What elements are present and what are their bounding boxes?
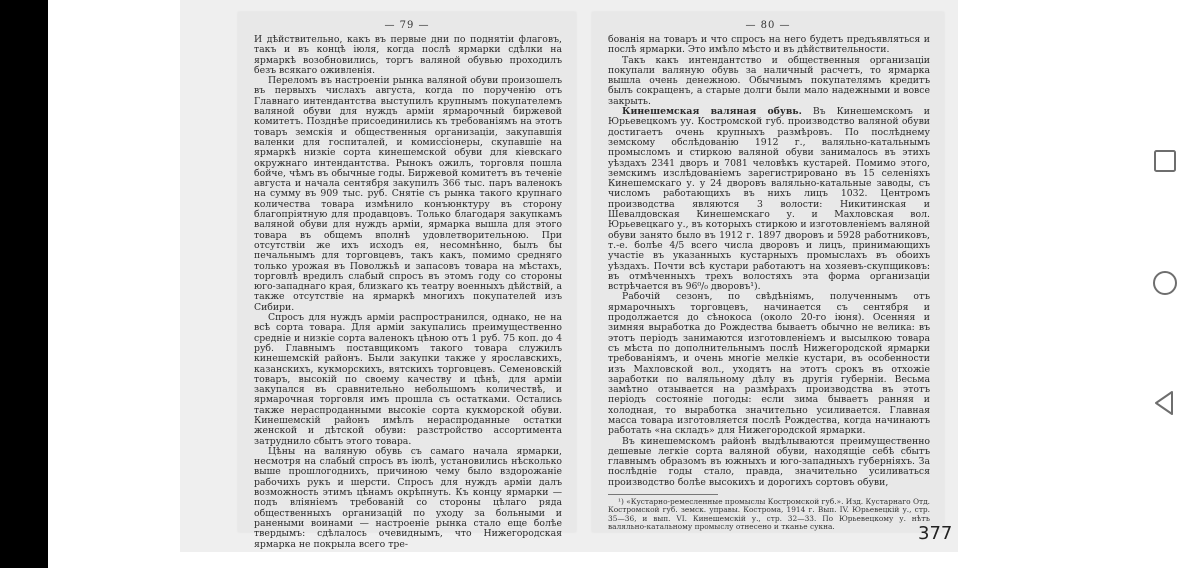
page-number: — 80 —	[745, 20, 791, 31]
section-heading: Кинешемская валяная обувь.	[622, 106, 802, 118]
paragraph: Рабочій сезонъ, по свѣдѣніямъ, полученнымъ отъ ярмарочныхъ торговцевъ, начинается съ сентября и продолжается до сѣнокоса (около 20-го іюня). Осенняя и зимняя выработка до Рождества бываетъ обычно не велика: въ этотъ періодъ занимаются изготовленіемъ и высылкою товара съ мѣста по дополнительнымъ послѣ Нижегородской ярмарки требованіямъ, и очень многіе мелкіе кустари, въ особенности изъ Махловской вол., уходятъ на этотъ срокъ въ отхожіе заработки по валяльному дѣлу въ другія губерніи. Весьма замѣтно отзывается на размѣрахъ производства въ этотъ періодъ состояніе погоды: если зима бываетъ ранняя и холодная, то выработка значительно усиливается. Главная масса товара изготовляется послѣ Рождества, когда начинаютъ работать «на складъ» для Нижегородской ярмарки.	[608, 291, 930, 437]
paragraph: Въ кинешемскомъ районѣ выдѣлываются преимущественно дешевые легкіе сорта валяной обуви, находящіе себѣ сбытъ главнымъ образомъ въ южныхъ и юго-западныхъ губерніяхъ. За послѣдніе годы стало, правда, значительно усиливаться производство болѣе высокихъ и дорогихъ сортовъ обуви,	[608, 435, 930, 488]
page-number: — 79 —	[384, 20, 430, 31]
paragraph: Цѣны на валяную обувь съ самаго начала ярмарки, несмотря на слабый спросъ въ іюлѣ, установились нѣсколько выше прошлогоднихъ, причиною чему было вздорожаніе рабочихъ рукъ и шерсти. Спросъ для нуждъ арміи далъ возможность этимъ цѣнамъ окрѣпнуть. Къ концу ярмарки — подъ вліяніемъ требованій со стороны цѣлаго ряда общественныхъ организацій по уходу за больными и ранеными воинами — настроеніе рынка стало еще болѣе твердымъ: сдѣлалось очевиднымъ, что Нижегородская ярмарка не покрыла всего тре-	[254, 445, 562, 550]
android-navigation-bar	[1130, 0, 1200, 568]
page-counter: 377	[918, 523, 953, 544]
footnote-divider	[608, 494, 718, 495]
circle-icon	[1150, 268, 1180, 298]
page-body	[592, 35, 944, 531]
left-page	[238, 12, 576, 550]
back-triangle-icon	[1150, 388, 1180, 418]
home-button[interactable]	[1150, 268, 1180, 298]
footnote: ¹) «Кустарно-ремесленные промыслы Костромской губ.». Изд. Кустарнаго Отд. Костромской губ. земск. управы. Кострома, 1914 г. Вып. IV. Юрьевецкій у., стр. 35—36, и вып. VI. Кинешемскій у., стр. 32—33. По Юрьевецкому у. нѣтъ валяльно-катальному промыслу отнесено и тканье сукна.	[608, 497, 930, 531]
paragraph	[608, 107, 930, 292]
device-bezel	[0, 0, 48, 568]
paragraph-text: Въ Кинешемскомъ и Юрьевецкомъ уу. Костромской губ. производство валяной обуви достигаетъ очень крупныхъ размѣровъ. По послѣднему земскому обслѣдованію 1912 г., валяльно-катальнымъ промысломъ и стиркою валяной обуви занималось въ этихъ уѣздахъ 2341 дворъ и 7081 человѣкъ кустарей. Помимо этого, земскимъ изслѣдованіемъ зарегистрировано въ 15 селеніяхъ Кинешемскаго у. у 24 дворовъ валяльно-катальные заводы, съ числомъ работающихъ въ нихъ лицъ 1032. Центромъ производства являются 3 волости: Никитинская и Шевалдовская Кинешемскаго у. и Махловская вол. Юрьевецкаго у., въ которыхъ стиркою и изготовленіемъ валяной обуви занято было въ 1912 г. 1897 дворовъ и 5928 работниковъ, т.-е. болѣе 4/5 всего числа дворовъ и лицъ, принимающихъ участіе въ указанныхъ кустарныхъ промыслахъ въ обоихъ уѣздахъ. Почти всѣ кустари работаютъ на хозяевъ-скупщиковъ: въ отмѣченныхъ трехъ волостяхъ эта форма организаціи встрѣчается въ 96⁰/₀ дворовъ¹).	[608, 106, 930, 293]
paragraph: Спросъ для нуждъ арміи распространился, однако, не на всѣ сорта товара. Для арміи закупались преимущественно средніе и низкіе сорта валенокъ цѣною отъ 1 руб. 75 коп. до 4 руб. Главнымъ поставщикомъ такого товара служилъ кинешемскій районъ. Были закупки также у ярославскихъ, казанскихъ, кукморскихъ, вятскихъ торговцевъ. Семеновскій товаръ, высокій по своему качеству и цѣнѣ, для арміи закупался въ сравнительно небольшомъ количествѣ, и ярмарочная торговля имъ прошла съ остатками. Остались также нераспроданными высокіе сорта кукморской обуви. Кинешемскій районъ имѣлъ нераспроданные остатки женской и дѣтской обуви: разстройство ассортимента затруднило сбытъ этого товара.	[254, 312, 562, 447]
square-icon	[1150, 146, 1180, 176]
page-body	[238, 35, 576, 550]
recent-apps-button[interactable]	[1150, 146, 1180, 176]
paragraph: бованія на товаръ и что спросъ на него будетъ предъявляться и послѣ ярмарки. Это имѣло мѣсто и въ дѣйствительности.	[608, 34, 930, 56]
paragraph: И дѣйствительно, какъ въ первые дни по поднятіи флаговъ, такъ и въ концѣ іюля, когда послѣ ярмарки сдѣлки на ярмаркѣ возобновились, торгъ валяной обувью проходилъ безъ всякаго оживленія.	[254, 34, 562, 76]
paragraph: Переломъ въ настроеніи рынка валяной обуви произошелъ въ первыхъ числахъ августа, когда по порученію отъ Главнаго интендантства выступилъ крупнымъ покупателемъ валяной обуви для нуждъ арміи ярмарочный биржевой комитетъ. Позднѣе присоединились къ требованіямъ на этотъ товаръ земскія и общественныя организаціи, закупавшія валенки для госпиталей, и комиссіонеры, скупавшіе на ярмаркѣ низкіе сорта кинешемской обуви для кіевскаго окружнаго интендантства. Рынокъ ожилъ, торговля пошла бойче, чѣмъ въ обычные годы. Биржевой комитетъ въ теченіе августа и начала сентября закупилъ 366 тыс. паръ валенокъ на сумму въ 909 тыс. руб. Снятіе съ рынка такого крупнаго количества товара измѣнило конъюнктуру въ сторону благопріятную для продавцовъ. Только благодаря закупкамъ валяной обуви для нуждъ арміи, ярмарка вышла для этого товара въ общемъ вполнѣ удовлетворительною. При отсутствіи же ихъ исходъ ея, несомнѣнно, былъ бы печальнымъ для торговцевъ, такъ какъ, помимо средняго только урожая въ Поволжьѣ и запасовъ товара на мѣстахъ, торговлѣ вредилъ слабый спросъ въ этомъ году со стороны юго-западнаго края, близкаго къ театру военныхъ дѣйствій, а также отсутствіе на ярмаркѣ многихъ покупателей изъ Сибири.	[254, 75, 562, 313]
book-scan-spread[interactable]	[180, 0, 958, 552]
right-page	[592, 12, 944, 532]
back-button[interactable]	[1150, 388, 1180, 418]
paragraph: Такъ какъ интендантство и общественныя организаціи покупали валяную обувь за наличный расчетъ, то ярмарка вышла очень денежною. Обычнымъ покупателямъ кредитъ былъ сокращенъ, а старые долги были мало надежными и вовсе закрыть.	[608, 54, 930, 107]
